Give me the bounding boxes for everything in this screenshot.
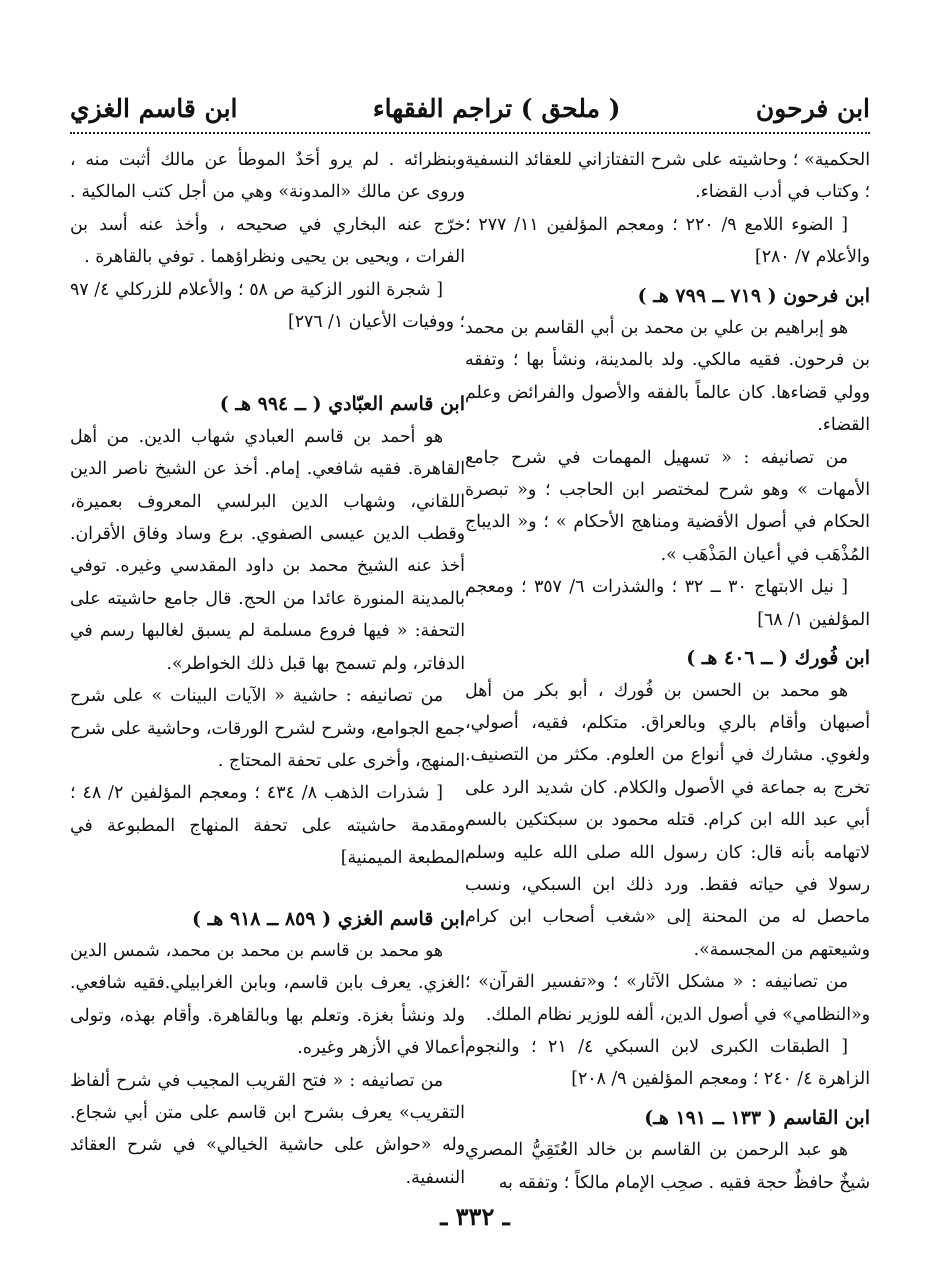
- header-rule: [70, 132, 870, 134]
- running-head-center: ( ملحق ) تراجم الفقهاء: [372, 93, 621, 123]
- entry-biography: هو أحمد بن قاسم العبادي شهاب الدين. من أهل القاهرة. فقيه شافعي. إمام. أخذ عن الشيخ ناصر الدين اللقاني، وشهاب الدين البرلسي المعروف بعميرة، وقطب الدين عيسى الصفوي. برع وساد وفاق الأقران. أخذ عنه الشيخ محمد بن داود المقدسي وغيره. توفي بالمدينة المنورة عائدا من الحج. قال جامع حاشيته على التحفة: « فيها فروع مسلمة لم يسبق لغالبها رسم في الدفاتر، ولم تسمح بها قبل ذلك الخواطر».: [70, 426, 465, 674]
- running-head-right: ابن فرحون: [755, 93, 870, 123]
- page-number: ـ ٣٣٢ ـ: [440, 1202, 510, 1231]
- running-head: [70, 86, 870, 130]
- entry-references: [ الطبقات الكبرى لابن السبكي ٤/ ٢١ ؛ والنجوم الزاهرة ٤/ ٢٤٠ ؛ ومعجم المؤلفين ٩/ ٢٠٨]: [465, 1036, 870, 1090]
- entry-heading-ibn-farhun: ابن فرحون ( ٧١٩ ــ ٧٩٩ هـ ): [637, 284, 870, 307]
- entry-biography: هو محمد بن قاسم بن محمد بن محمد، شمس الدين الغزي. يعرف بابن قاسم، وبابن الغرابيلي.فقيه شافعي. ولد ونشأ بغزة. وتعلم بها وبالقاهرة. وأقام بهذه، وتولى أعمالا في الأزهر وغيره.: [70, 940, 465, 1059]
- entry-biography: هو عبد الرحمن بن القاسم بن خالد العُتَقِيُّ المصري شيخٌ حافظٌ حجة فقيه . صحِب الإمام مالكاً ؛ وتفقه به: [465, 1140, 870, 1193]
- entry-works: من تصانيفه : « مشكل الآثار» ؛ و«تفسير القرآن» ؛ و«النظامي» في أصول الدين، ألفه للوزير نظام الملك.: [465, 972, 870, 1025]
- entry-heading-ibn-al-qasim: ابن القاسم ( ١٣٣ ــ ١٩١ هـ): [644, 1106, 870, 1129]
- spacer: [70, 875, 465, 897]
- references: [ الضوء اللامع ٩/ ٢٢٠ ؛ ومعجم المؤلفين ١١/ ٢٧٧ ؛ والأعلام ٧/ ٢٨٠]: [465, 214, 870, 268]
- continued-text: وبنظرائه . لم يرو أحَدٌ الموطأ عن مالك أثبت منه ، وروى عن مالك «المدونة» وهي من أجل كتب المالكية . خرّج عنه البخاري في صحيحه ، وأخذ عنه أسد بن الفرات ، ويحيى بن يحيى ونظراؤهما . توفي بالقاهرة .: [70, 150, 465, 268]
- right-column: [465, 144, 870, 1193]
- continued-text: الحكمية» ؛ وحاشيته على شرح التفتازاني للعقائد النسفية ؛ وكتاب في أدب القضاء.: [465, 150, 870, 203]
- references: [ شجرة النور الزكية ص ٥٨ ؛ والأعلام للزركلي ٤/ ٩٧ ؛ ووفيات الأعيان ١/ ٢٧٦]: [70, 279, 465, 333]
- entry-works: من تصانيفه : حاشية « الآيات البينات » على شرح جمع الجوامع، وشرح لشرح الورقات، وحاشية على شرح المنهج، وأخرى على تحفة المحتاج .: [70, 686, 465, 771]
- entry-biography: هو محمد بن الحسن بن فُورك ، أبو بكر من أهل أصبهان وأقام بالري وبالعراق. متكلم، فقيه، أصولي، ولغوي. مشارك في أنواع من العلوم. مكثر من التصنيف. تخرج به جماعة في الأصول والكلام. كان شديد الرد على أبي عبد الله ابن كرام. قتله محمود بن سبكتكين بالسم لاتهامه بأنه قال: كان رسول الله صلى الله عليه وسلم رسولا في حياته فقط. ورد ذلك ابن السبكي، ونسب ماحصل له من المحنة إلى «شغب أصحاب ابن كرام وشيعتهم من المجسمة».: [465, 680, 870, 960]
- entry-heading-ibn-qasim-al-ghazzi: ابن قاسم الغزي ( ٨٥٩ ــ ٩١٨ هـ ): [192, 907, 465, 930]
- left-column: [70, 144, 465, 1188]
- entry-references: [ شذرات الذهب ٨/ ٤٣٤ ؛ ومعجم المؤلفين ٢/ ٤٨ ؛ ومقدمة حاشيته على تحفة المنهاج المطبوعة في المطبعة الميمنية]: [70, 783, 465, 869]
- entry-biography: هو إبراهيم بن علي بن محمد بن أبي القاسم بن محمد بن فرحون. فقيه مالكي. ولد بالمدينة، ونشأ بها ؛ وتفقه وولي قضاءها. كان عالماً بالفقه والأصول والفرائض وعلم القضاء.: [465, 318, 870, 436]
- entry-heading-ibn-furak: ابن فُورك ( ــ ٤٠٦ هـ ): [686, 647, 870, 670]
- running-head-left: ابن قاسم الغزي: [70, 93, 238, 123]
- entry-heading-ibn-qasim-al-abbadi: ابن قاسم العبّادي ( ــ ٩٩٤ هـ ): [219, 393, 465, 416]
- entry-works: من تصانيفه : « تسهيل المهمات في شرح جامع الأمهات » وهو شرح لمختصر ابن الحاجب ؛ و« تبصرة الحكام في أصول الأقضية ومناهج الأحكام » ؛ و« الديباج المُذْهَب في أعيان المَذْهَب ».: [465, 447, 870, 565]
- entry-references: [ نيل الابتهاج ٣٠ ــ ٣٢ ؛ والشذرات ٦/ ٣٥٧ ؛ ومعجم المؤلفين ١/ ٦٨]: [465, 577, 870, 630]
- spacer: [70, 338, 465, 382]
- entry-works: من تصانيفه : « فتح القريب المجيب في شرح ألفاظ التقريب» يعرف بشرح ابن قاسم على متن أبي شجاع. وله «حواش على حاشية الخيالي» في شرح العقائد النسفية.: [70, 1070, 465, 1188]
